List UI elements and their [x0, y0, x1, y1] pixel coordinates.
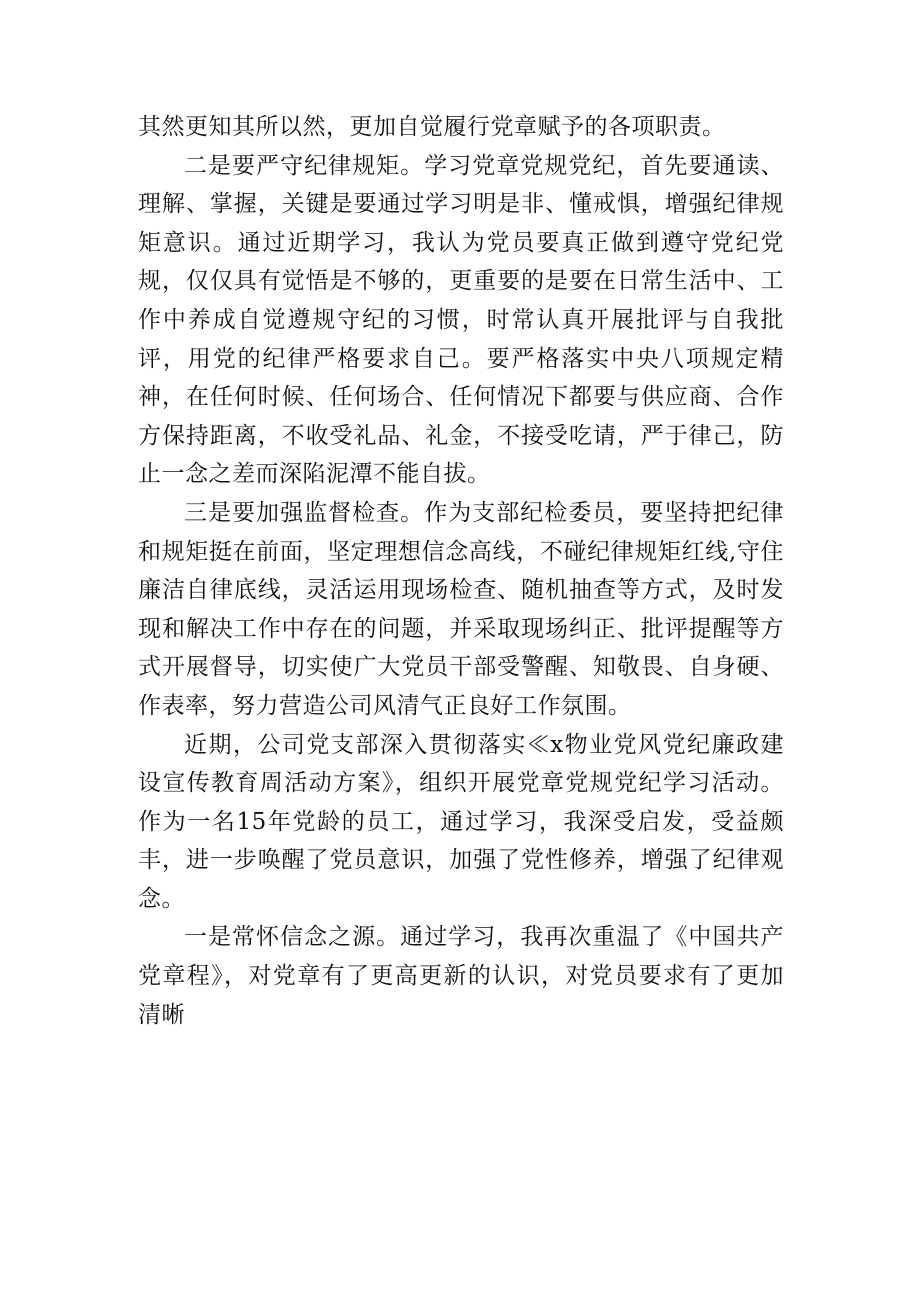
paragraph-discipline: 二是要严守纪律规矩。学习党章党规党纪，首先要通读、理解、掌握，关键是要通过学习明是非、懂戒惧，增强纪律规矩意识。通过近期学习，我认为党员要真正做到遵守党纪党规，仅仅具有觉悟是不够的，更重要的是要在日常生活中、工作中养成自觉遵规守纪的习惯，时常认真开展批评与自我批评，用党的纪律严格要求自己。要严格落实中央八项规定精神，在任何时候、任何场合、任何情况下都要与供应商、合作方保持距离，不收受礼品、礼金，不接受吃请，严于律己，防止一念之差而深陷泥潭不能自拔。	[138, 152, 784, 488]
paragraph-continuation: 其然更知其所以然，更加自觉履行党章赋予的各项职责。	[138, 114, 726, 140]
paragraph-belief: 一是常怀信念之源。通过学习，我再次重温了《中国共产党章程》，对党章有了更高更新的认识，对党员要求有了更加清晰	[138, 924, 784, 1028]
paragraph-supervision: 三是要加强监督检查。作为支部纪检委员，要坚持把纪律和规矩挺在前面，坚定理想信念高线，不碰纪律规矩红线,守住廉洁自律底线，灵活运用现场检查、随机抽查等方式，及时发现和解决工作中存在的问题，并采取现场纠正、批评提醒等方式开展督导，切实使广大党员干部受警醒、知敬畏、自身硬、作表率，努力营造公司风清气正良好工作氛围。	[138, 499, 784, 719]
document-body	[138, 108, 784, 1034]
paragraph-recent-study: 近期，公司党支部深入贯彻落实≪x物业党风党纪廉政建设宣传教育周活动方案》，组织开展党章党规党纪学习活动。作为一名15年党龄的员工，通过学习，我深受启发，受益颇丰，进一步唤醒了党员意识，加强了党性修养，增强了纪律观念。	[138, 731, 784, 912]
